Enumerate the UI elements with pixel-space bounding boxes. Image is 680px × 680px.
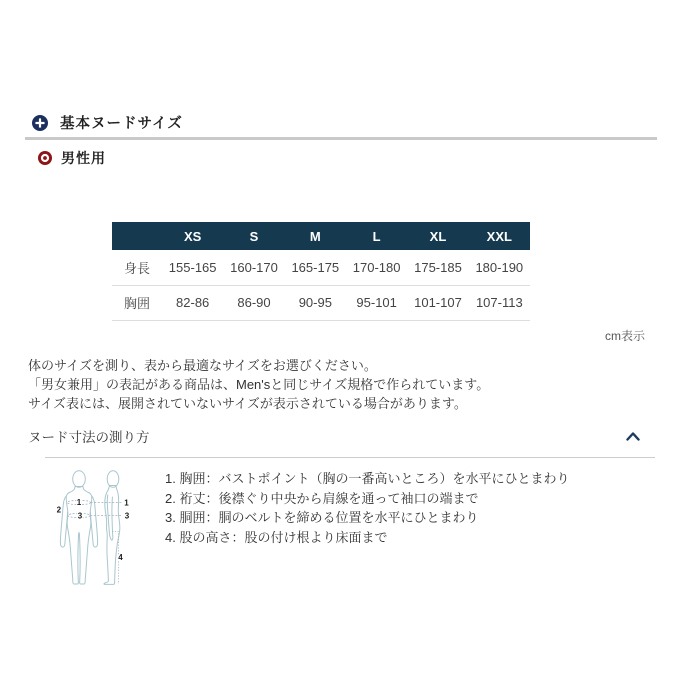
figure-label-waist-side: 3 — [124, 511, 130, 521]
size-table-header-row — [112, 222, 530, 250]
height-value: 175-185 — [407, 250, 468, 285]
figure-label-sleeve: 2 — [56, 505, 62, 515]
figure-label-chest: 1 — [76, 497, 82, 507]
subsection-header-mens — [38, 148, 106, 168]
chest-value: 107-113 — [469, 285, 530, 320]
measure-divider — [45, 457, 655, 458]
subsection-title: 男性用 — [61, 150, 106, 166]
section-header-basic-size[interactable] — [32, 112, 183, 133]
chest-value: 90-95 — [285, 285, 346, 320]
table-row-chest — [112, 285, 530, 320]
chevron-up-icon[interactable] — [626, 432, 640, 441]
height-value: 180-190 — [469, 250, 530, 285]
measure-section-title: ヌード寸法の測り方 — [28, 430, 150, 445]
height-value: 155-165 — [162, 250, 223, 285]
measure-item: 3. 胴囲：胴のベルトを締める位置を水平にひとまわり — [165, 510, 479, 525]
figure-label-waist: 3 — [77, 511, 83, 521]
row-label-chest: 胸囲 — [112, 285, 162, 320]
size-notes — [28, 356, 489, 413]
size-table-corner-cell — [112, 222, 162, 250]
note-line: 「男女兼用」の表記がある商品は、Men'sと同じサイズ規格で作られています。 — [28, 377, 490, 392]
size-col-header: XS — [162, 222, 223, 250]
height-value: 160-170 — [223, 250, 284, 285]
note-line: サイズ表には、展開されていないサイズが表示されている場合があります。 — [28, 396, 467, 411]
measure-item: 4. 股の高さ：股の付け根より床面まで — [165, 529, 388, 545]
size-table — [112, 222, 530, 321]
size-col-header: S — [223, 222, 284, 250]
body-measurement-diagram — [56, 469, 132, 596]
figure-label-inseam: 4 — [118, 553, 123, 562]
note-line: 体のサイズを測り、表から最適なサイズをお選びください。 — [28, 358, 377, 373]
measure-instructions — [165, 469, 569, 547]
section-title: 基本ヌードサイズ — [60, 116, 183, 132]
section-divider — [25, 137, 657, 140]
chest-value: 86-90 — [223, 285, 284, 320]
size-col-header: M — [285, 222, 346, 250]
height-value: 165-175 — [285, 250, 346, 285]
figure-label-chest-side: 1 — [124, 498, 129, 508]
red-bullet-icon — [38, 151, 52, 165]
size-col-header: XXL — [469, 222, 530, 250]
measure-section-body — [56, 469, 569, 596]
row-label-height: 身長 — [112, 250, 162, 285]
height-value: 170-180 — [346, 250, 407, 285]
chest-value: 82-86 — [162, 285, 223, 320]
size-col-header: XL — [407, 222, 468, 250]
measure-item: 2. 裄丈：後襟ぐり中央から肩線を通って袖口の端まで — [165, 490, 479, 506]
measure-section-header[interactable] — [28, 426, 640, 446]
table-row-height — [112, 250, 530, 285]
size-col-header: L — [346, 222, 407, 250]
chest-value: 95-101 — [346, 285, 407, 320]
unit-note: cm表示 — [605, 329, 645, 343]
plus-circle-icon — [32, 115, 48, 131]
measure-item: 1. 胸囲：バストポイント（胸の一番高いところ）を水平にひとまわり — [165, 471, 570, 486]
chest-value: 101-107 — [407, 285, 468, 320]
